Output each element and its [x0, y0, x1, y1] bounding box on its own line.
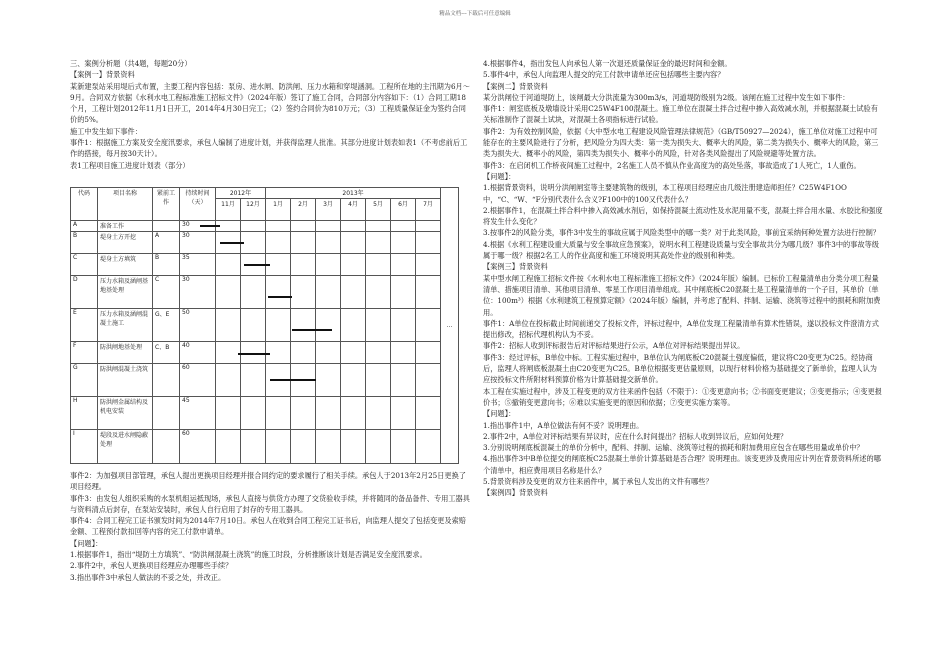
schedule-bar-g — [270, 379, 316, 381]
cell-code: A — [71, 221, 98, 232]
header-month: 11月 — [216, 199, 241, 221]
paragraph: 5.背景资料涉及变更的双方往来函件中，属于承包人发出的文件有哪些？ — [483, 476, 713, 486]
table-row — [71, 397, 459, 430]
cell-duration: 30 — [180, 221, 216, 232]
paragraph: 【案例三】背景资料 — [483, 262, 548, 272]
cell-pred: G、E — [153, 309, 180, 342]
paragraph: 4.根据《水利工程建设重大质量与安全事故应急预案》，说明水利工程建设质量与安全事故共分为哪几级？事件3中的事故等级属于哪一级？根据2名工人的作业高度和施工环境说明其高处作业的级别和种类。 — [483, 239, 879, 261]
paragraph: 1.根据事件1，指出“堤防土方填筑”、“防洪闸混凝土浇筑”的施工时段，分析推断该计划是否满足安全度汛要求。 — [70, 550, 427, 560]
paragraph: 【案例二】背景资料 — [483, 81, 548, 91]
cell-code: E — [71, 309, 98, 342]
cell-name: 防洪闸地基处理 — [98, 342, 153, 364]
paragraph: 2.事件2中，承包人更换项目经理应办理哪些手续？ — [70, 561, 233, 571]
ellipsis: … — [441, 188, 459, 464]
paragraph: 【问题】： — [483, 171, 516, 181]
paragraph: 某分洪闸位于河道堤防上，该闸最大分洪流量为300m3/s，河道堤防级别为2级。该闸在施工过程中发生如下事件： — [483, 92, 850, 102]
paragraph: 本工程在实施过程中，涉及工程变更的双方往来函件包括（不限于）：①变更意向书；②书面变更建议；③变更指示；④变更报价书；⑤撤销变更意向书；⑥难以实施变更的原因和依据；⑦变更实施方案等。 — [483, 386, 882, 407]
schedule-bar-d — [268, 296, 292, 298]
paragraph: 3.指出事件3中承包人做法的不妥之处，并改正。 — [70, 572, 226, 582]
paragraph: 事件3：由发包人组织采购的水泵机组运抵现场，承包人直接与供货方办理了交货验收手续，并将随同的备品备件、专用工器具与资料清点后封存，在泵站安装时，承包人自行启用了封存的专用工器具。 — [70, 493, 470, 514]
cell-code: H — [71, 397, 98, 430]
paragraph: 3.分别说明闸底板混凝土的单价分析中，配料、拌制、运输、浇筑等过程的损耗和附加费用应包含在哪些用量或单价中？ — [483, 443, 864, 453]
cell-code: B — [71, 232, 98, 254]
cell-code: I — [71, 430, 98, 464]
table-row — [71, 221, 459, 232]
schedule-bar-a — [200, 225, 220, 227]
paragraph: 某中型水闸工程施工招标文件按《水利水电工程标准施工招标文件》（2024年版）编制。已标价工程量清单由分类分项工程量清单、措施项目清单、其他项目清单、零星工作项目清单组成。其中闸底板C20混凝土是工程量清单的一个子目，其单价（单位：100m³）根据《水利建筑工程预算定额》（2024年版）编制，并考虑了配料、拌制、运输、浇筑等过程中的损耗和附加费用。 — [483, 273, 881, 317]
table-row — [71, 364, 459, 397]
cell-code: C — [71, 254, 98, 276]
cell-duration: 50 — [180, 309, 216, 342]
paragraph: 事件2：为有效控制风险，依据《大中型水电工程建设风险管理法律规范》（GB/T50927—2024），施工单位对施工过程中可能存在的主要风险进行了分析，把风险分为四大类：第一类为损失大、概率大的风险，第二类为损失小、概率大的风险，第三类为损失大、概率小的风险，第四类为损失小、概率小的风险，针对各类风险提出了风险规避等处置方法。 — [483, 126, 879, 159]
table-caption: 表1工程项目施工进度计划表（部分） — [70, 160, 190, 170]
cell-duration: 30 — [180, 276, 216, 309]
header-month: 4月 — [341, 199, 366, 221]
cell-code: G — [71, 364, 98, 397]
paragraph: 3.按事件2的风险分类，事件3中发生的事故应属于风险类型中的哪一类？对于此类风险，事前宜采纳何种处置方法进行控制？ — [483, 228, 880, 238]
header-month: 7月 — [416, 199, 441, 221]
right-column — [483, 58, 883, 499]
table-row — [71, 430, 459, 464]
paragraph: 2.根据事件1，在混凝土拌合料中掺入高效减水剂后，如保持混凝土流动性及水泥用量不变，混凝土拌合用水量、水胶比和强度将发生什么变化？ — [483, 205, 883, 227]
header-month: 12月 — [241, 199, 266, 221]
paragraph: 事件4：合同工程完工证书颁发时间为2014年7月10日。承包人在收到合同工程完工证书后，向监理人提交了包括变更及索赔金额、工程预付款扣回等内容的完工付款申请单。 — [70, 516, 466, 537]
cell-duration: 45 — [180, 397, 216, 430]
paragraph: 【问题】： — [483, 409, 516, 419]
cell-pred: C — [153, 276, 180, 309]
schedule-bar-b — [220, 242, 244, 244]
paragraph: 事件1：A单位在投标截止时间前递交了投标文件，评标过程中，A单位发现工程量清单有算术性错误，遂以投标文件澄清方式提出修改，招标代理机构认为不妥。 — [483, 318, 879, 340]
paragraph: 【问题】： — [70, 538, 103, 548]
paragraph: 4.指出事件3中B单位提交的闸底板C25混凝土单价计算基础是否合理？说明理由。该变更涉及费用应计列在背景资料所述的哪个清单中，相应费用项目名称是什么？ — [483, 454, 881, 475]
page-header: 精品文档---下载后可任意编辑 — [439, 11, 511, 17]
paragraph: 2.事件2中，A单位对评标结果有异议时，应在什么时间提出？招标人收到异议后，应如何处理？ — [483, 431, 788, 441]
paragraph: 1.指出事件1中，A单位做法有何不妥？说明理由。 — [483, 420, 644, 430]
cell-pred — [153, 430, 180, 464]
cell-name: 堤身土方填筑 — [98, 254, 153, 276]
paragraph: 事件3：在启闭机工作桥夜间施工过程中，2名施工人员不慎从作业高度为的高处坠落，事故造成了1人死亡，1人重伤。 — [483, 160, 861, 170]
table-row — [71, 276, 459, 309]
left-column-lower — [70, 470, 470, 583]
paragraph: 5.事件4中，承包人向监理人提交的完工付款申请单还应包括哪些主要内容？ — [483, 70, 725, 80]
table-row — [71, 232, 459, 254]
cell-pred — [153, 364, 180, 397]
header-month: 6月 — [391, 199, 416, 221]
paragraph: 某新建泵站采用堤后式布置，主要工程内容包括：泵房、进水闸、防洪闸、压力水箱和穿堤涵洞。工程所在地的主汛期为6月～9月。合同双方依据《水利水电工程标准施工招标文件》（2024年版）签订了施工合同，合同部分内容如下：（1）合同工期18个月，工程计划2012年11月1日开工，2014年4月30日完工；（2）签约合同价为810万元；（3）工程质量保证金为签约合同价的5%。 — [70, 81, 470, 125]
paragraph: 4.根据事件4，指出发包人向承包人第一次退还质量保证金的最迟时间和金额。 — [483, 59, 732, 68]
left-column — [70, 58, 470, 171]
cell-duration: 35 — [180, 254, 216, 276]
header-month: 2月 — [291, 199, 316, 221]
schedule-bar-e — [292, 329, 332, 331]
cell-pred — [153, 397, 180, 430]
header-code: 代码 — [71, 188, 98, 221]
cell-code: F — [71, 342, 98, 364]
paragraph: 事件2：招标人收到评标报告后对评标结果进行公示，A单位对评标结果提出异议。 — [483, 341, 745, 351]
paragraph: 【案例一】背景资料 — [70, 70, 135, 80]
paragraph: 事件1：闸室底板及墩墙设计采用C25W4F100混凝土。施工单位在混凝土拌合过程中掺入高效减水剂，并根据混凝土试验有关标准制作了混凝土试块，对混凝土各项指标进行试验。 — [483, 104, 878, 125]
paragraph: 事件2：为加强项目部管理，承包人提出更换项目经理并报合同约定的要求履行了相关手续。承包人于2013年2月25日更换了项目经理。 — [70, 471, 466, 492]
paragraph: 三、案例分析题（共4题，每题20分） — [70, 59, 192, 68]
paragraph: 【案例四】背景资料 — [483, 488, 548, 498]
cell-pred — [153, 221, 180, 232]
table-row — [71, 309, 459, 342]
header-pred: 紧前工作 — [153, 188, 180, 221]
cell-pred: A — [153, 232, 180, 254]
cell-name: 堤段及进水闸隐蔽处理 — [98, 430, 153, 464]
schedule-bar-f — [238, 353, 270, 355]
header-year-2012: 2012年 — [216, 188, 266, 199]
cell-pred: B — [153, 254, 180, 276]
cell-name: 防洪闸金属结构及机电安装 — [98, 397, 153, 430]
header-month: 3月 — [316, 199, 341, 221]
schedule-table — [70, 187, 458, 464]
cell-name: 压力水箱及涵闸基地基处理 — [98, 276, 153, 309]
header-name: 项目名称 — [98, 188, 153, 221]
paragraph: 事件3：经过评标，B单位中标。工程实施过程中，B单位认为闸底板C20混凝土强度偏低，建议将C20变更为C25。经协商后，监理人将闸底板混凝土由C20变更为C25。B单位根据变更估量原则，以现行材料价格为基础提交了新单价，监理人认为应按投标文件所附材料预算价格为计算基础提交新单价。 — [483, 352, 877, 385]
cell-pred: C、B — [153, 342, 180, 364]
cell-name: 防洪闸混凝土浇筑 — [98, 364, 153, 397]
cell-name: 准备工作 — [98, 221, 153, 232]
paragraph: 施工中发生如下事件： — [70, 126, 142, 136]
header-year-2013: 2013年 — [266, 188, 441, 199]
paragraph: 事件1：根据施工方案及安全度汛要求，承包人编制了进度计划，并获得监理人批准。其部分进度计划表如表1（不考虑前后工作的搭接，每月按30天计）。 — [70, 138, 468, 159]
cell-duration: 40 — [180, 342, 216, 364]
schedule-bar-c — [244, 264, 270, 266]
cell-name: 堤身土方开挖 — [98, 232, 153, 254]
header-duration: 持续时间（天） — [180, 188, 216, 221]
cell-duration: 60 — [180, 364, 216, 397]
cell-name: 压力水箱及涵闸混凝土施工 — [98, 309, 153, 342]
header-month: 5月 — [366, 199, 391, 221]
cell-duration: 30 — [180, 232, 216, 254]
header-month: 1月 — [266, 199, 291, 221]
paragraph: 1.根据背景资料，说明分洪闸闸室等主要建筑物的级别，本工程项目经理应由几级注册建造师担任？C25W4F1OO中，“C、“W、“F分别代表什么含义?F100中的100又代表什么？ — [483, 183, 847, 204]
cell-code: D — [71, 276, 98, 309]
cell-duration: 60 — [180, 430, 216, 464]
